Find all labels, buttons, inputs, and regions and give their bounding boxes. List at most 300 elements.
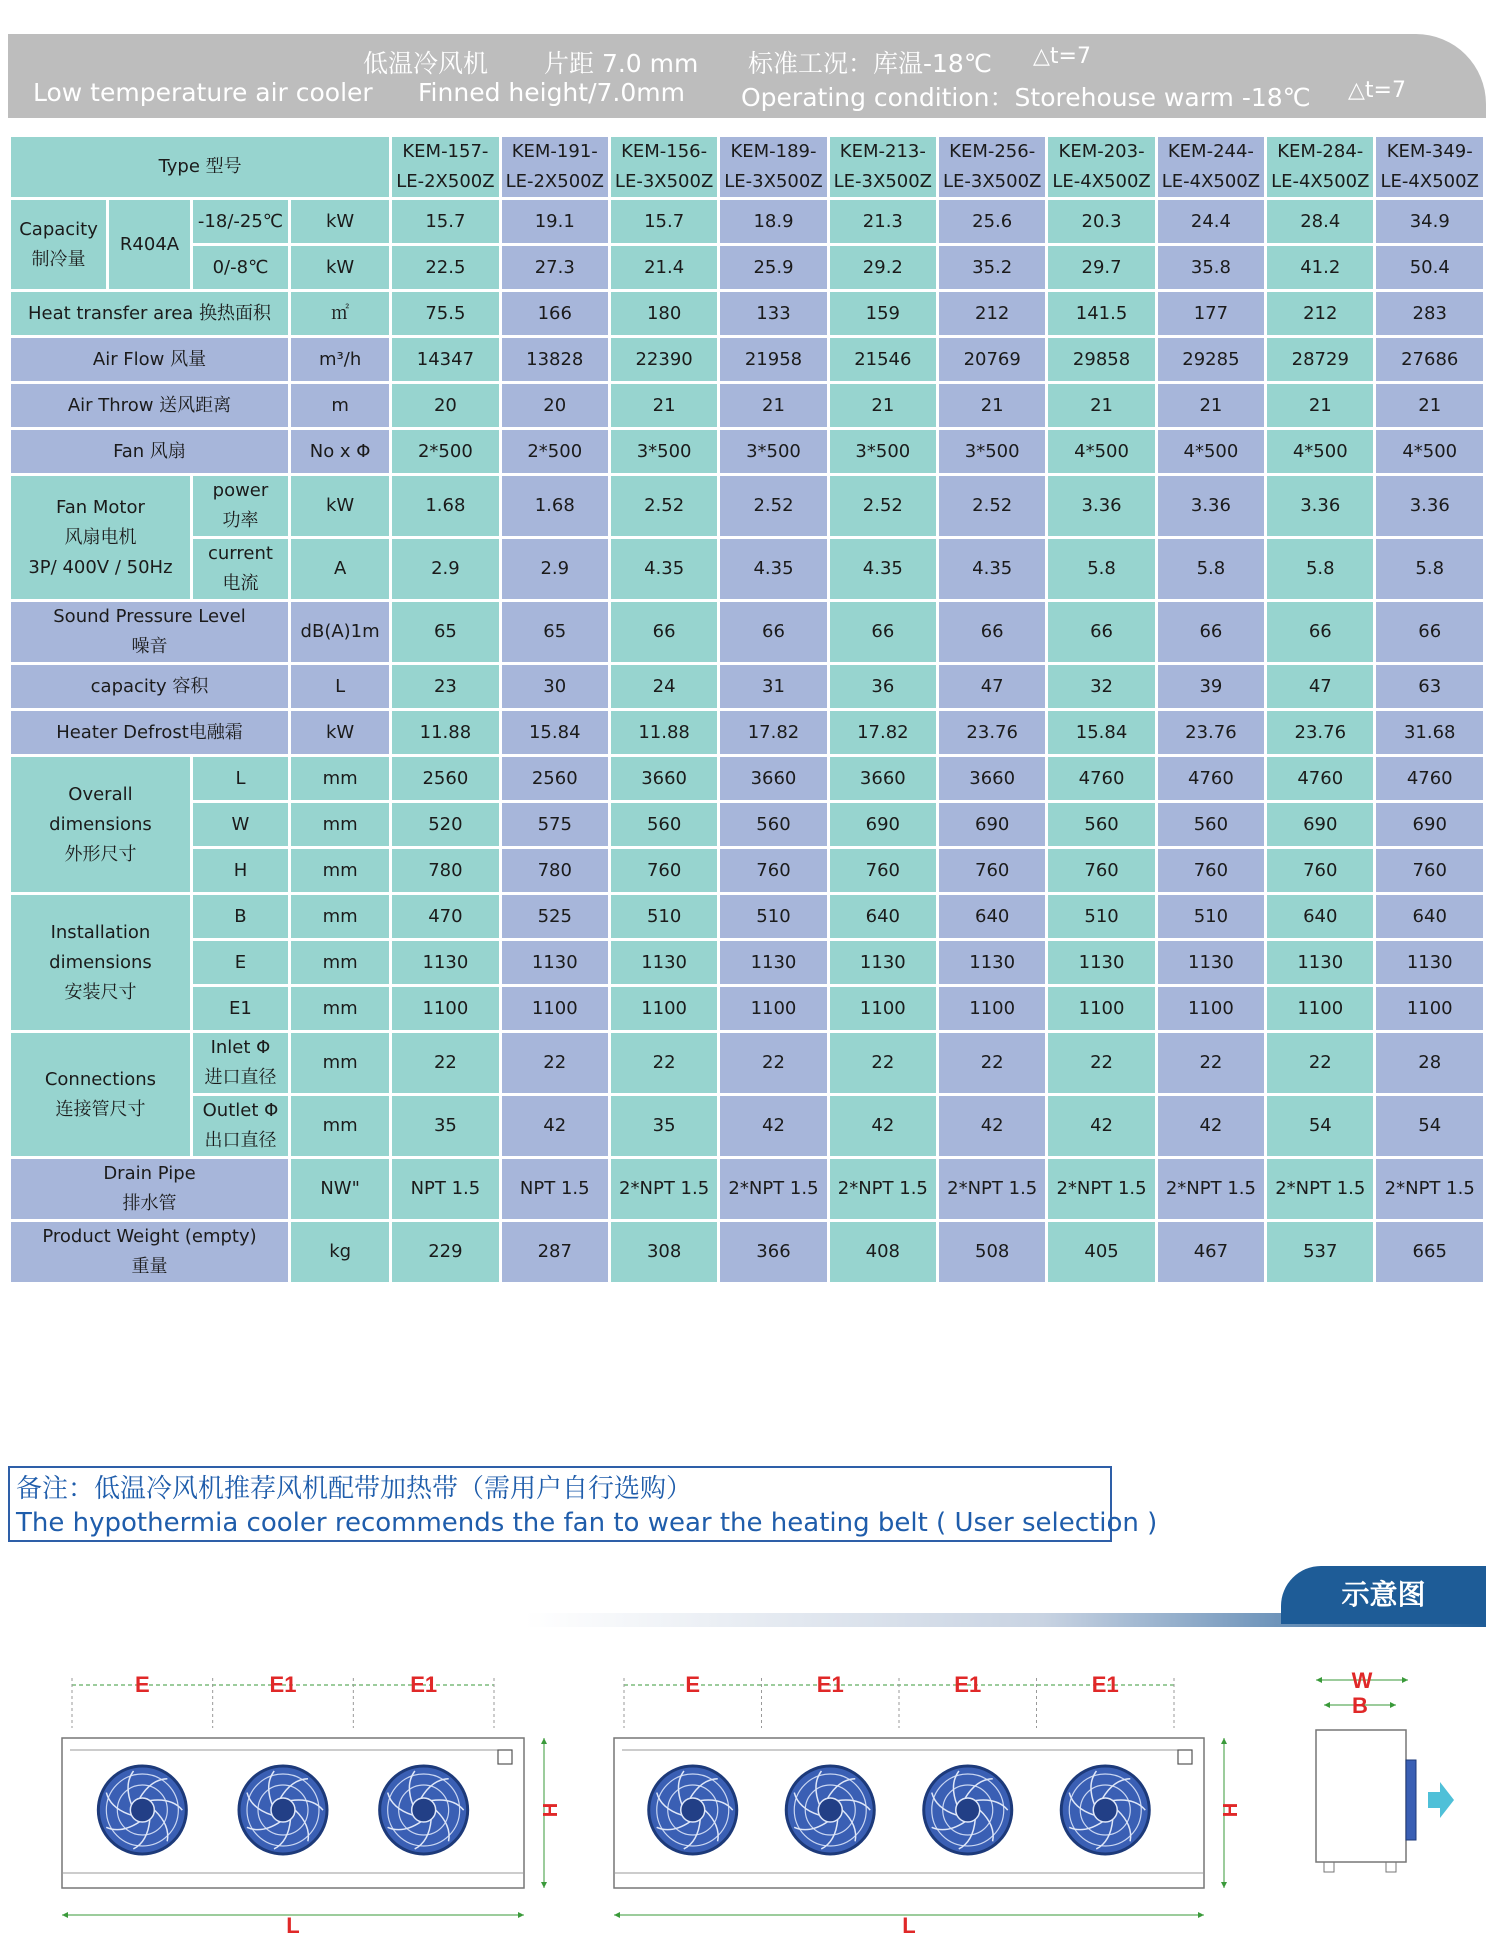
- value-cell: 3*500: [611, 430, 717, 473]
- fan-hub: [681, 1798, 705, 1822]
- value-cell: 28: [1376, 1033, 1483, 1093]
- installation-dimensions-label: [11, 895, 190, 1030]
- value-cell: 3*500: [830, 430, 936, 473]
- dim-letter: W: [193, 803, 288, 846]
- dim-label-e: E: [134, 1672, 150, 1697]
- value-cell: 2*NPT 1.5: [1048, 1159, 1154, 1219]
- value-cell: 508: [939, 1222, 1045, 1282]
- value-cell: 1130: [502, 941, 608, 984]
- value-cell: 66: [1376, 602, 1483, 662]
- value-cell: 1130: [720, 941, 826, 984]
- fan-hub: [818, 1798, 842, 1822]
- unit-label: kW: [291, 711, 389, 754]
- title-cn: 低温冷风机: [363, 49, 489, 78]
- label-line: 重量: [131, 1256, 168, 1277]
- value-cell: 3660: [611, 757, 717, 800]
- value-cell: 366: [720, 1222, 826, 1282]
- value-cell: 15.84: [1048, 711, 1154, 754]
- value-cell: 20: [502, 384, 608, 427]
- value-cell: 3*500: [939, 430, 1045, 473]
- label-line: 进口直径: [204, 1067, 277, 1088]
- label-line: 排水管: [122, 1193, 177, 1214]
- condition-label: -18/-25℃: [193, 200, 288, 243]
- value-cell: 21: [939, 384, 1045, 427]
- condition-cn: 标准工况：库温-18℃: [748, 49, 992, 78]
- value-cell: 4.35: [830, 539, 936, 599]
- dim-label-h: H: [540, 1802, 562, 1818]
- value-cell: 4*500: [1376, 430, 1483, 473]
- value-cell: 20.3: [1048, 200, 1154, 243]
- value-cell: 1100: [1267, 987, 1373, 1030]
- value-cell: 65: [392, 602, 498, 662]
- value-cell: 66: [1048, 602, 1154, 662]
- value-cell: 2*NPT 1.5: [611, 1159, 717, 1219]
- side-body: [1316, 1730, 1406, 1862]
- value-cell: 66: [1158, 602, 1264, 662]
- value-cell: 1130: [1158, 941, 1264, 984]
- value-cell: 2.52: [939, 476, 1045, 536]
- value-cell: 510: [1158, 895, 1264, 938]
- dim-label-l: L: [286, 1913, 300, 1938]
- unit-label: kW: [291, 476, 389, 536]
- value-cell: 560: [1158, 803, 1264, 846]
- condition-label: 0/-8℃: [193, 246, 288, 289]
- model-header: [830, 137, 936, 197]
- fan-icon: [239, 1766, 327, 1854]
- remark-en: The hypothermia cooler recommends the fan to wear the heating belt ( User selection ): [16, 1508, 1158, 1538]
- fan-label: Fan 风扇: [11, 430, 288, 473]
- value-cell: 1130: [830, 941, 936, 984]
- label-line: 3P/ 400V / 50Hz: [28, 556, 173, 578]
- value-cell: 21: [1267, 384, 1373, 427]
- value-cell: 4760: [1158, 757, 1264, 800]
- label-line: current: [207, 543, 273, 564]
- value-cell: 11.88: [392, 711, 498, 754]
- label-line: Drain Pipe: [103, 1163, 196, 1184]
- value-cell: 3.36: [1048, 476, 1154, 536]
- label-line: LE-2X500Z: [505, 171, 604, 192]
- value-cell: 2.52: [830, 476, 936, 536]
- fan-hub: [412, 1798, 436, 1822]
- value-cell: 1100: [720, 987, 826, 1030]
- value-cell: 23.76: [1158, 711, 1264, 754]
- label-line: 噪音: [131, 636, 168, 657]
- value-cell: 1100: [830, 987, 936, 1030]
- value-cell: 22: [392, 1033, 498, 1093]
- value-cell: 25.9: [720, 246, 826, 289]
- value-cell: 21958: [720, 338, 826, 381]
- value-cell: 560: [611, 803, 717, 846]
- label-line: KEM-191-: [511, 141, 598, 162]
- value-cell: 2*NPT 1.5: [1267, 1159, 1373, 1219]
- value-cell: 19.1: [502, 200, 608, 243]
- value-cell: 66: [1267, 602, 1373, 662]
- dim-label-h: H: [1220, 1802, 1242, 1818]
- value-cell: 2.52: [720, 476, 826, 536]
- current-label: [193, 539, 288, 599]
- label-line: KEM-157-: [402, 141, 489, 162]
- dim-label-e1: E1: [816, 1672, 844, 1697]
- dim-label-e: E: [685, 1672, 701, 1697]
- dim-letter: E1: [193, 987, 288, 1030]
- label-line: Inlet Φ: [210, 1037, 271, 1058]
- model-header: [939, 137, 1045, 197]
- fan-icon: [786, 1766, 874, 1854]
- value-cell: 22: [830, 1033, 936, 1093]
- label-line: LE-3X500Z: [724, 171, 823, 192]
- value-cell: 21: [1048, 384, 1154, 427]
- value-cell: 5.8: [1376, 539, 1483, 599]
- dim-letter: B: [193, 895, 288, 938]
- value-cell: 22: [720, 1033, 826, 1093]
- label-line: Installation: [50, 921, 151, 943]
- label-line: 连接管尺寸: [55, 1098, 146, 1120]
- capacity-volume-label: capacity 容积: [11, 665, 288, 708]
- value-cell: 1100: [1376, 987, 1483, 1030]
- value-cell: 34.9: [1376, 200, 1483, 243]
- value-cell: 18.9: [720, 200, 826, 243]
- value-cell: 308: [611, 1222, 717, 1282]
- sound-label: [11, 602, 288, 662]
- value-cell: 780: [502, 849, 608, 892]
- label-line: KEM-213-: [839, 141, 926, 162]
- label-line: Overall: [68, 783, 133, 805]
- air-throw-label: Air Throw 送风距离: [11, 384, 288, 427]
- value-cell: 23.76: [939, 711, 1045, 754]
- value-cell: 35: [611, 1096, 717, 1156]
- label-line: KEM-284-: [1277, 141, 1364, 162]
- remark-box: [8, 1466, 1158, 1542]
- value-cell: 4.35: [720, 539, 826, 599]
- model-header: [502, 137, 608, 197]
- side-view-drawing: [1316, 1668, 1454, 1872]
- value-cell: 21: [611, 384, 717, 427]
- value-cell: 159: [830, 292, 936, 335]
- fan-hub: [956, 1798, 980, 1822]
- title-en: Low temperature air cooler: [33, 78, 373, 107]
- value-cell: 32: [1048, 665, 1154, 708]
- value-cell: 1100: [502, 987, 608, 1030]
- label-line: KEM-203-: [1058, 141, 1145, 162]
- value-cell: 1130: [1376, 941, 1483, 984]
- value-cell: 1130: [1267, 941, 1373, 984]
- value-cell: 760: [1267, 849, 1373, 892]
- value-cell: 408: [830, 1222, 936, 1282]
- value-cell: 29285: [1158, 338, 1264, 381]
- label-line: LE-3X500Z: [943, 171, 1042, 192]
- value-cell: 63: [1376, 665, 1483, 708]
- value-cell: 690: [1267, 803, 1373, 846]
- value-cell: 690: [939, 803, 1045, 846]
- airflow-arrow-icon: [1428, 1782, 1454, 1818]
- dim-letter: H: [193, 849, 288, 892]
- value-cell: 47: [939, 665, 1045, 708]
- label-line: KEM-244-: [1167, 141, 1254, 162]
- value-cell: 15.84: [502, 711, 608, 754]
- label-line: LE-4X500Z: [1271, 171, 1370, 192]
- refrigerant-label: R404A: [109, 200, 190, 289]
- model-header: [1048, 137, 1154, 197]
- unit-label: mm: [291, 987, 389, 1030]
- label-line: LE-4X500Z: [1161, 171, 1261, 192]
- value-cell: 2*NPT 1.5: [1376, 1159, 1483, 1219]
- value-cell: 21: [1158, 384, 1264, 427]
- label-line: LE-4X500Z: [1380, 171, 1479, 192]
- label-line: 风扇电机: [64, 526, 137, 548]
- value-cell: 760: [939, 849, 1045, 892]
- value-cell: 640: [939, 895, 1045, 938]
- delta-t-cn: △t=7: [1033, 44, 1091, 69]
- value-cell: 22: [1267, 1033, 1373, 1093]
- value-cell: 29858: [1048, 338, 1154, 381]
- value-cell: 50.4: [1376, 246, 1483, 289]
- value-cell: 2.52: [611, 476, 717, 536]
- label-line: 电流: [222, 573, 259, 594]
- value-cell: 3*500: [720, 430, 826, 473]
- value-cell: 17.82: [720, 711, 826, 754]
- value-cell: 20: [392, 384, 498, 427]
- label-line: dimensions: [49, 951, 152, 973]
- value-cell: 22: [502, 1033, 608, 1093]
- unit-label: mm: [291, 1033, 389, 1093]
- side-fan: [1406, 1760, 1416, 1840]
- value-cell: 283: [1376, 292, 1483, 335]
- value-cell: 525: [502, 895, 608, 938]
- value-cell: 30: [502, 665, 608, 708]
- value-cell: 66: [939, 602, 1045, 662]
- value-cell: 5.8: [1158, 539, 1264, 599]
- value-cell: 1100: [392, 987, 498, 1030]
- unit-label: mm: [291, 849, 389, 892]
- dim-label-l: L: [902, 1913, 916, 1938]
- capacity-label: [11, 200, 106, 289]
- dim-letter: E: [193, 941, 288, 984]
- value-cell: 14347: [392, 338, 498, 381]
- value-cell: 28729: [1267, 338, 1373, 381]
- label-line: LE-4X500Z: [1052, 171, 1151, 192]
- value-cell: 5.8: [1048, 539, 1154, 599]
- value-cell: 2*NPT 1.5: [720, 1159, 826, 1219]
- value-cell: 3.36: [1267, 476, 1373, 536]
- dim-label-e1: E1: [410, 1672, 438, 1697]
- value-cell: 22: [611, 1033, 717, 1093]
- value-cell: 4760: [1267, 757, 1373, 800]
- value-cell: 4*500: [1267, 430, 1373, 473]
- dim-label-e1: E1: [1091, 1672, 1119, 1697]
- unit-label: m³/h: [291, 338, 389, 381]
- value-cell: 4.35: [939, 539, 1045, 599]
- fan-motor-label: [11, 476, 190, 599]
- value-cell: 21.3: [830, 200, 936, 243]
- fan-icon: [1061, 1766, 1149, 1854]
- value-cell: 23.76: [1267, 711, 1373, 754]
- value-cell: 25.6: [939, 200, 1045, 243]
- value-cell: 42: [830, 1096, 936, 1156]
- value-cell: 65: [502, 602, 608, 662]
- value-cell: 47: [1267, 665, 1373, 708]
- model-header: [720, 137, 826, 197]
- label-line: 制冷量: [31, 248, 86, 270]
- value-cell: 467: [1158, 1222, 1264, 1282]
- label-line: 外形尺寸: [64, 843, 137, 865]
- value-cell: 780: [392, 849, 498, 892]
- value-cell: 3660: [939, 757, 1045, 800]
- label-line: 功率: [222, 510, 259, 531]
- value-cell: 5.8: [1267, 539, 1373, 599]
- unit-4-fan-drawing: [614, 1672, 1242, 1938]
- value-cell: NPT 1.5: [392, 1159, 498, 1219]
- unit-label: mm: [291, 1096, 389, 1156]
- model-header: [611, 137, 717, 197]
- value-cell: 1100: [611, 987, 717, 1030]
- value-cell: 75.5: [392, 292, 498, 335]
- label-line: Capacity: [19, 218, 98, 240]
- value-cell: 2.9: [392, 539, 498, 599]
- value-cell: 23: [392, 665, 498, 708]
- value-cell: 31.68: [1376, 711, 1483, 754]
- value-cell: 1130: [1048, 941, 1154, 984]
- label-line: Connections: [44, 1068, 157, 1090]
- value-cell: 560: [1048, 803, 1154, 846]
- value-cell: 31: [720, 665, 826, 708]
- condition-en: Operating condition：Storehouse warm -18℃: [741, 83, 1311, 112]
- unit-label: mm: [291, 895, 389, 938]
- inlet-label: [193, 1033, 288, 1093]
- dim-label-e1: E1: [269, 1672, 297, 1697]
- value-cell: 2*500: [502, 430, 608, 473]
- weight-label: [11, 1222, 288, 1282]
- value-cell: 180: [611, 292, 717, 335]
- label-line: Fan Motor: [56, 496, 145, 518]
- remark-cn: 备注：低温冷风机推荐风机配带加热带（需用户自行选购）: [16, 1474, 693, 1504]
- value-cell: 166: [502, 292, 608, 335]
- unit-3-fan-drawing: [62, 1672, 562, 1938]
- label-line: LE-3X500Z: [833, 171, 933, 192]
- value-cell: 287: [502, 1222, 608, 1282]
- connections-label: [11, 1033, 190, 1156]
- value-cell: 1100: [1048, 987, 1154, 1030]
- fan-icon: [98, 1766, 186, 1854]
- value-cell: 640: [1267, 895, 1373, 938]
- value-cell: 11.88: [611, 711, 717, 754]
- value-cell: 3.36: [1376, 476, 1483, 536]
- value-cell: 27686: [1376, 338, 1483, 381]
- value-cell: 21.4: [611, 246, 717, 289]
- unit-label: A: [291, 539, 389, 599]
- unit-label: kW: [291, 200, 389, 243]
- value-cell: 760: [1158, 849, 1264, 892]
- value-cell: 22390: [611, 338, 717, 381]
- fin-pitch-en: Finned height/7.0mm: [418, 78, 685, 107]
- value-cell: 42: [1048, 1096, 1154, 1156]
- value-cell: 29.7: [1048, 246, 1154, 289]
- fan-hub: [130, 1798, 154, 1822]
- value-cell: 54: [1267, 1096, 1373, 1156]
- dim-label-e1: E1: [954, 1672, 982, 1697]
- value-cell: 665: [1376, 1222, 1483, 1282]
- value-cell: 28.4: [1267, 200, 1373, 243]
- unit-label: m: [291, 384, 389, 427]
- value-cell: 1130: [611, 941, 717, 984]
- value-cell: 2*500: [392, 430, 498, 473]
- value-cell: 39: [1158, 665, 1264, 708]
- dim-letter: L: [193, 757, 288, 800]
- value-cell: 41.2: [1267, 246, 1373, 289]
- label-line: Product Weight (empty): [42, 1226, 257, 1247]
- unit-label: mm: [291, 803, 389, 846]
- unit-label: No x Φ: [291, 430, 389, 473]
- label-line: Sound Pressure Level: [53, 606, 246, 627]
- fan-hub: [271, 1798, 295, 1822]
- model-header: [392, 137, 498, 197]
- model-header: [1267, 137, 1373, 197]
- value-cell: 21: [720, 384, 826, 427]
- value-cell: 42: [939, 1096, 1045, 1156]
- value-cell: 510: [611, 895, 717, 938]
- value-cell: 4*500: [1158, 430, 1264, 473]
- fan-icon: [380, 1766, 468, 1854]
- type-label: Type 型号: [11, 137, 389, 197]
- delta-t-en: △t=7: [1348, 78, 1406, 103]
- value-cell: 2560: [502, 757, 608, 800]
- value-cell: 17.82: [830, 711, 936, 754]
- value-cell: 575: [502, 803, 608, 846]
- value-cell: 510: [720, 895, 826, 938]
- unit-label: ㎡: [291, 292, 389, 335]
- unit-label: mm: [291, 941, 389, 984]
- value-cell: 29.2: [830, 246, 936, 289]
- value-cell: 36: [830, 665, 936, 708]
- value-cell: 66: [720, 602, 826, 662]
- outlet-label: [193, 1096, 288, 1156]
- label-line: LE-3X500Z: [614, 171, 714, 192]
- value-cell: 4.35: [611, 539, 717, 599]
- value-cell: 20769: [939, 338, 1045, 381]
- value-cell: 42: [1158, 1096, 1264, 1156]
- value-cell: 22: [1158, 1033, 1264, 1093]
- unit-label: kW: [291, 246, 389, 289]
- value-cell: 35.8: [1158, 246, 1264, 289]
- diagram-header: [8, 1566, 1486, 1628]
- value-cell: 177: [1158, 292, 1264, 335]
- label-line: dimensions: [49, 813, 152, 835]
- value-cell: 21: [830, 384, 936, 427]
- value-cell: 54: [1376, 1096, 1483, 1156]
- value-cell: 35.2: [939, 246, 1045, 289]
- value-cell: 141.5: [1048, 292, 1154, 335]
- unit-label: L: [291, 665, 389, 708]
- value-cell: 3660: [720, 757, 826, 800]
- value-cell: 22: [939, 1033, 1045, 1093]
- value-cell: 2*NPT 1.5: [1158, 1159, 1264, 1219]
- value-cell: 1.68: [392, 476, 498, 536]
- label-line: KEM-156-: [621, 141, 708, 162]
- label-line: KEM-189-: [730, 141, 817, 162]
- side-foot: [1324, 1862, 1334, 1872]
- dim-label-w: W: [1351, 1668, 1373, 1693]
- value-cell: 3.36: [1158, 476, 1264, 536]
- drain-label: [11, 1159, 288, 1219]
- value-cell: 470: [392, 895, 498, 938]
- label-line: LE-2X500Z: [396, 171, 495, 192]
- label-line: Outlet Φ: [202, 1100, 279, 1121]
- value-cell: 1130: [392, 941, 498, 984]
- value-cell: 66: [611, 602, 717, 662]
- value-cell: 640: [1376, 895, 1483, 938]
- value-cell: 21546: [830, 338, 936, 381]
- spec-table: [8, 134, 1486, 1285]
- value-cell: 42: [502, 1096, 608, 1156]
